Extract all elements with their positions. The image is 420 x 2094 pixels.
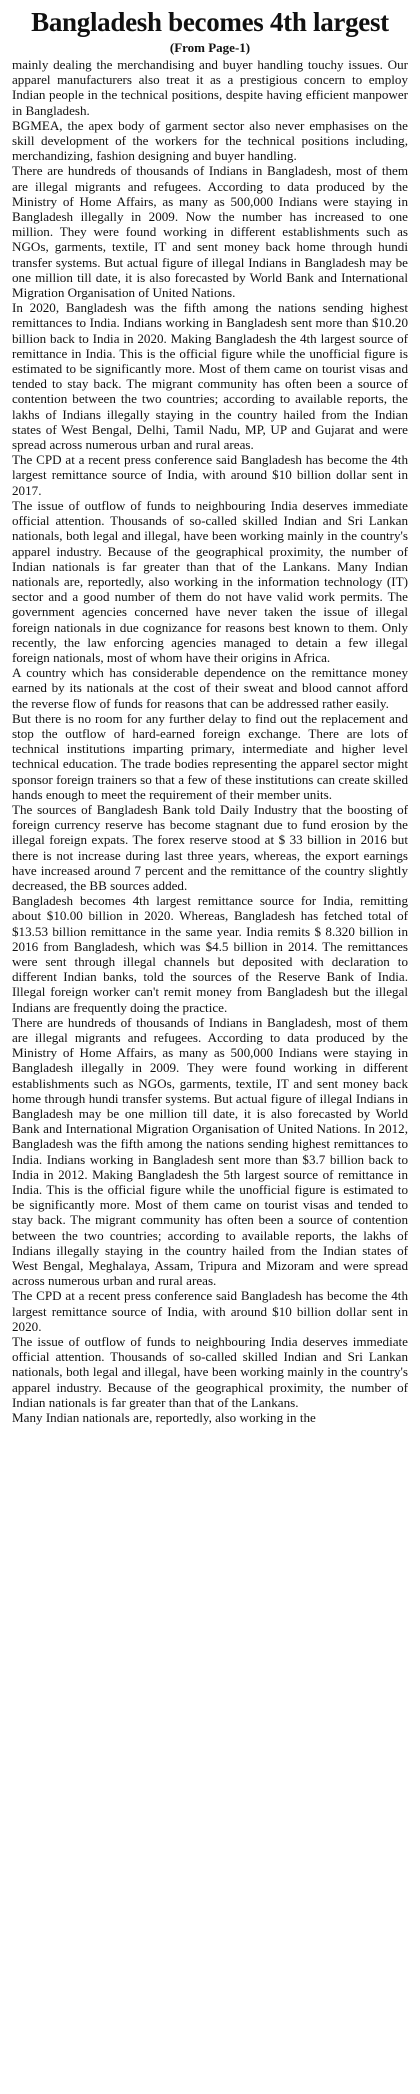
article-paragraph: Many Indian nationals are, reportedly, also working in the bbox=[12, 1410, 316, 1426]
article-paragraph: There are hundreds of thousands of Indians in Bangladesh, most of them are illegal migrants and refugees. According to data produced by the Ministry of Home Affairs, as many as 500,000 Indians were staying in Bangladesh illegally in 2009. They were found working in different establishments such as NGOs, garments, textile, IT and sent money back home through hundi transfer systems. But actual figure of illegal Indians in Bangladesh may be one million till date, it is also forecasted by World Bank and International Migration Organisation of United Nations. In 2012, Bangladesh was the fifth among the nations sending highest remittances to India. Indians working in Bangladesh sent more than $3.7 billion back to India in 2012. Making Bangladesh the 5th largest source of remittance in India. This is the official figure while the unofficial figure is estimated to be significantly more. Most of them came on tourist visas and tended to stay back. The migrant community has often been a source of contention between the two countries; according to available reports, the lakhs of Indians illegally staying in the country hailed from the Indian states of West Bengal, Meghalaya, Assam, Tripura and Mizoram and were spread across numerous urban and rural areas. bbox=[12, 1014, 408, 1289]
article-paragraph: The CPD at a recent press conference said Bangladesh has become the 4th largest remittance source of India, with around $10 billion dollar sent in 2020. bbox=[12, 1288, 408, 1334]
article-paragraph: In 2020, Bangladesh was the fifth among the nations sending highest remittances to India. Indians working in Bangladesh sent more than $10.20 billion back to India in 2020. Making Bangladesh the 4th largest source of remittance in India. This is the official figure while the unofficial figure is estimated to be significantly more. Most of them came on tourist visas and tended to stay back. The migrant community has often been a source of contention between the two countries; according to available reports, the lakhs of Indians illegally staying in the country hailed from the Indian states of West Bengal, Delhi, Tamil Nadu, MP, UP and Gujarat and were spread across numerous urban and rural areas. bbox=[12, 300, 408, 453]
article-paragraph: The CPD at a recent press conference said Bangladesh has become the 4th largest remittance source of India, with around $10 billion dollar sent in 2017. bbox=[12, 452, 408, 498]
article-headline: Bangladesh becomes 4th largest bbox=[31, 7, 389, 37]
article-paragraph: The issue of outflow of funds to neighbouring India deserves immediate official attention. Thousands of so-called skilled Indian and Sri Lankan nationals, both legal and illegal, have been working mainly in the country's apparel industry. Because of the geographical proximity, the number of Indian nationals is far greater than that of the Lankans. Many Indian nationals are, reportedly, also working in the information technology (IT) sector and a good number of them do not have valid work permits. The government agencies concerned have never taken the issue of illegal foreign nationals in due cognizance for reasons best known to them. Only recently, the law enforcing agencies managed to detain a few illegal foreign nationals, most of whom have their origins in Africa. bbox=[12, 497, 408, 665]
article-body bbox=[12, 57, 408, 1425]
article-paragraph: mainly dealing the merchandising and buyer handling touchy issues. Our apparel manufacturers also treat it as a prestigious concern to employ Indian people in the technical positions, despite having efficient manpower in Bangladesh. bbox=[12, 57, 408, 118]
article-paragraph: The sources of Bangladesh Bank told Daily Industry that the boosting of foreign currency reserve has become stagnant due to fund erosion by the illegal foreign expats. The forex reserve stood at $ 33 billion in 2016 but there is not increase during last three years, whereas, the export earnings have increased around 7 percent and the remittance of the country slightly decreased, the BB sources added. bbox=[12, 801, 408, 893]
article-paragraph: Bangladesh becomes 4th largest remittance source for India, remitting about $10.00 billion in 2020. Whereas, Bangladesh has fetched total of $13.53 billion remittance in the same year. India remits $ 8.320 billion in 2016 from Bangladesh, which was $4.5 billion in 2014. The remittances were sent through illegal channels but deposited with declaration to different Indian banks, told the sources of the Reserve Bank of India. Illegal foreign worker can't remit money from Bangladesh but the illegal Indians are frequently doing the practice. bbox=[12, 893, 408, 1015]
article-paragraph: A country which has considerable dependence on the remittance money earned by its nationals at the cost of their sweat and blood cannot afford the reverse flow of funds for reasons that can be addressed rather easily. bbox=[12, 665, 408, 711]
article-paragraph: There are hundreds of thousands of Indians in Bangladesh, most of them are illegal migrants and refugees. According to data produced by the Ministry of Home Affairs, as many as 500,000 Indians were staying in Bangladesh illegally in 2009. Now the number has increased to one million. They were found working in different establishments such as NGOs, garments, textile, IT and sent money back home through hundi transfer systems. But actual figure of illegal Indians in Bangladesh may be one million till date, it is also forecasted by World Bank and International Migration Organisation of United Nations. bbox=[12, 163, 408, 301]
article-paragraph: But there is no room for any further delay to find out the replacement and stop the outflow of hard-earned foreign exchange. There are lots of technical institutions imparting primary, intermediate and higher level technical education. The trade bodies representing the apparel sector might sponsor foreign trainers so that a few of these institutions can create skilled hands enough to meet the requirement of their member units. bbox=[12, 710, 408, 802]
article-dateline: (From Page-1) bbox=[169, 40, 251, 55]
article-paragraph: BGMEA, the apex body of garment sector also never emphasises on the skill development of the workers for the technical positions including, merchandizing, fashion designing and buyer handling. bbox=[12, 117, 408, 164]
article-paragraph: The issue of outflow of funds to neighbouring India deserves immediate official attention. Thousands of so-called skilled Indian and Sri Lankan nationals, both legal and illegal, have been working mainly in the country's apparel industry. Because of the geographical proximity, the number of Indian nationals is far greater than that of the Lankans. bbox=[12, 1334, 408, 1410]
